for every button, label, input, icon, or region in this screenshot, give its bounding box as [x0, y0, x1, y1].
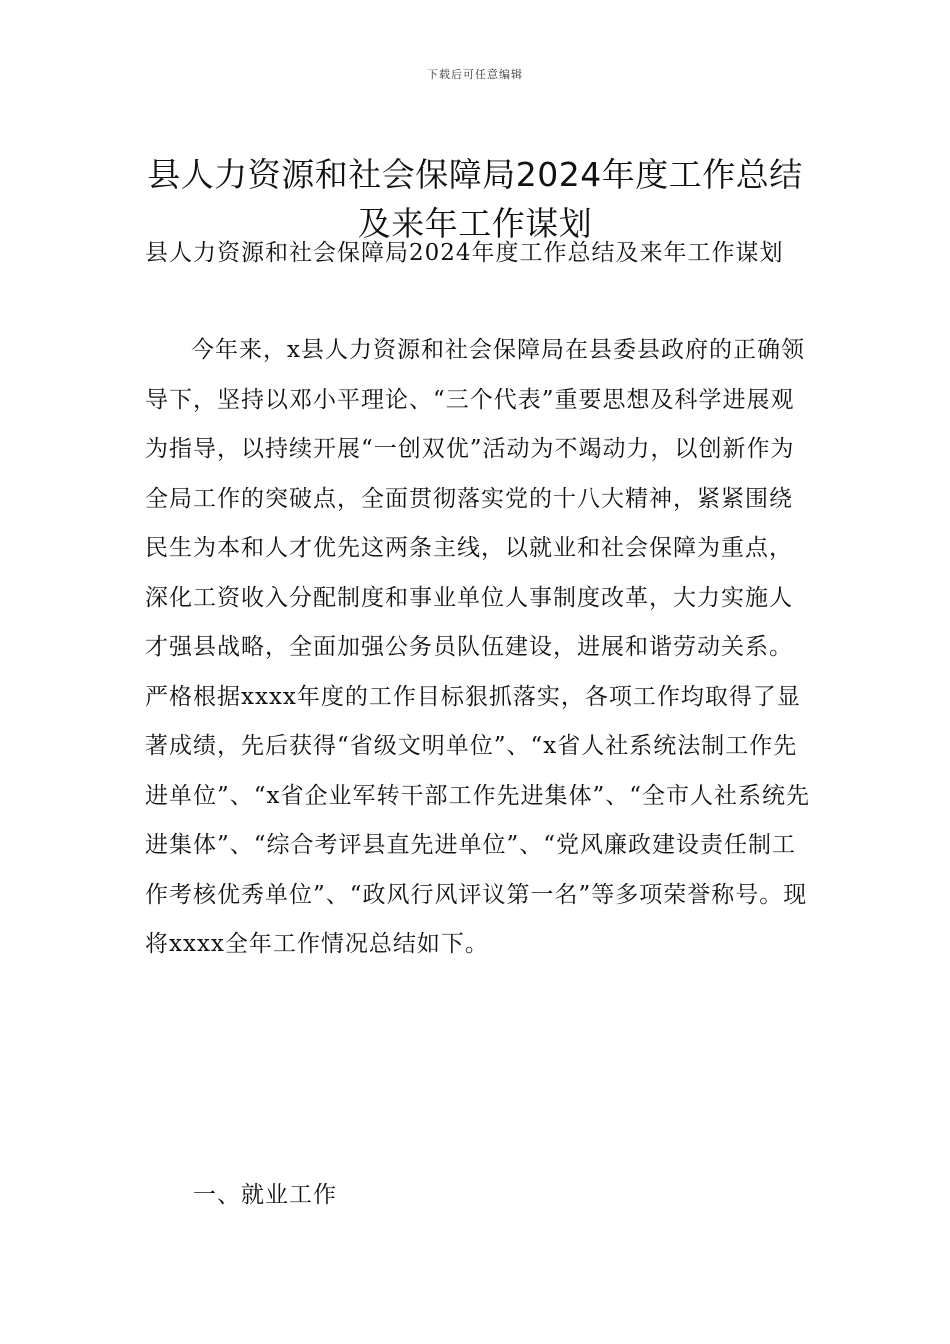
document-subtitle: 县人力资源和社会保障局2024年度工作总结及来年工作谋划 [145, 240, 784, 266]
intro-paragraph: 今年来，x县人力资源和社会保障局在县委县政府的正确领导下，坚持以邓小平理论、“三个代表”重要思想及科学进展观为指导，以持续开展“一创双优”活动为不竭动力，以创新作为全局工作的突破点，全面贯彻落实党的十八大精神，紧紧围绕民生为本和人才优先这两条主线，以就业和社会保障为重点，深化工资收入分配制度和事业单位人事制度改革，大力实施人才强县战略，全面加强公务员队伍建设，进展和谐劳动关系。严格根据xxxx年度的工作目标狠抓落实，各项工作均取得了显著成绩，先后获得“省级文明单位”、“x省人社系统法制工作先进单位”、“x省企业军转干部工作先进集体”、“全市人社系统先进集体”、“综合考评县直先进单位”、“党风廉政建设责任制工作考核优秀单位”、“政风行风评议第一名”等多项荣誉称号。现将xxxx全年工作情况总结如下。 [145, 337, 811, 957]
section-heading-employment: 一、就业工作 [193, 1182, 337, 1208]
header-note: 下载后可任意编辑 [427, 68, 523, 81]
document-title: 县人力资源和社会保障局2024年度工作总结及来年工作谋划 [147, 155, 803, 244]
